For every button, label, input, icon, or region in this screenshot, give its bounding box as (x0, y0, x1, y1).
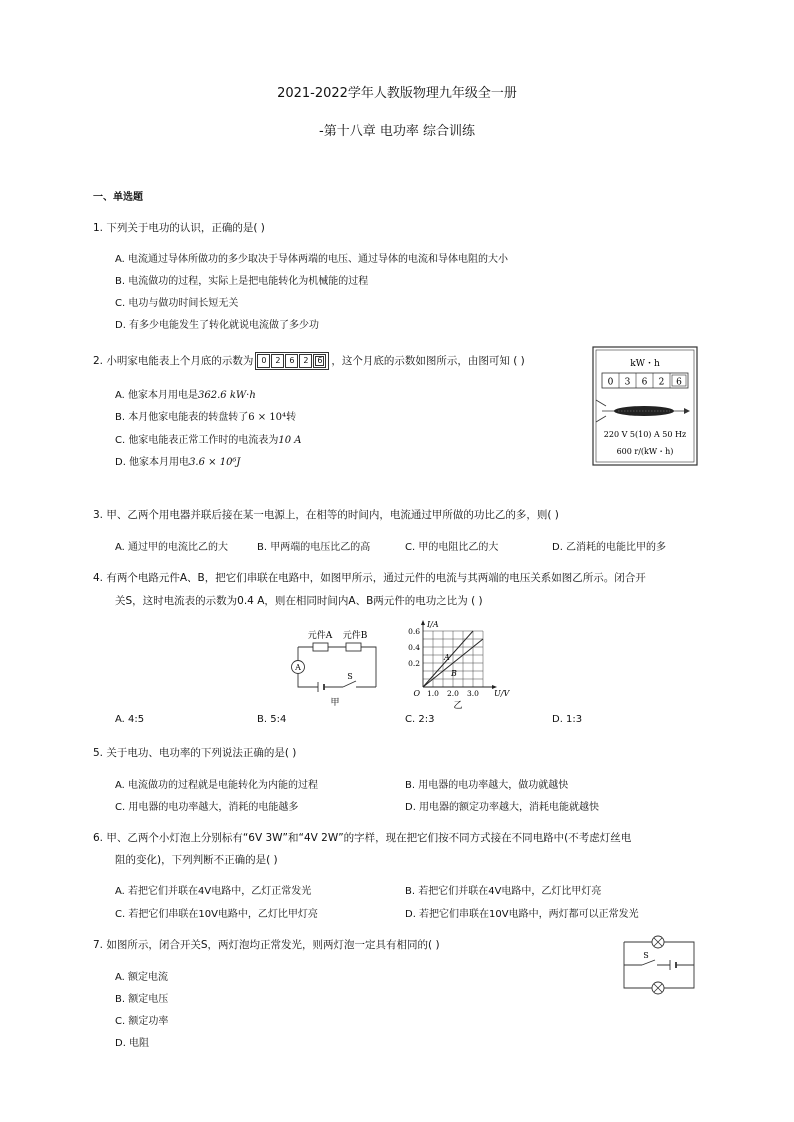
series-circuit-figure (288, 625, 383, 709)
q3-option-a: A. 通过甲的电流比乙的大 (115, 542, 229, 553)
y-axis-label: I/A (427, 620, 439, 629)
x-tick-label: 2.0 (447, 689, 459, 698)
question-3-stem: 3. 甲、乙两个用电器并联后接在某一电源上，在相等的时间内，电流通过甲所做的功比乙的多，则( ) (93, 509, 559, 521)
question-7-stem: 7. 如图所示，闭合开关S，两灯泡均正常发光，则两灯泡一定具有相同的( ) (93, 939, 440, 951)
section-heading: 一、单选题 (93, 192, 143, 203)
q2-option-c (115, 431, 301, 446)
switch-label: S (643, 951, 649, 960)
question-6-stem-line1: 6. 甲、乙两个小灯泡上分别标有“6V 3W”和“4V 2W”的字样，现在把它们按不同方式接在不同电路中(不考虑灯丝电 (93, 832, 632, 844)
meter-spec: 220 V 5(10) A 50 Hz (603, 430, 687, 439)
q1-option-c: C. 电功与做功时间长短无关 (115, 298, 239, 309)
chart-caption: 乙 (453, 701, 463, 711)
lamp-icon (652, 982, 664, 994)
component-a-label: 元件A (307, 631, 333, 641)
meter-digit: 6 (676, 377, 682, 388)
q2-digit: 6 (285, 354, 298, 368)
parallel-lamp-circuit-figure (620, 932, 698, 996)
q7-option-a: A. 额定电流 (115, 972, 169, 983)
q2-digit: 6 (313, 354, 326, 368)
ammeter-label: A (295, 663, 301, 672)
y-tick-label: 0.2 (408, 659, 420, 668)
q2-b-text: B. 本月他家电能表的转盘转了 (115, 412, 249, 423)
q2-digit: 0 (257, 354, 270, 368)
q2-digit: 2 (271, 354, 284, 368)
q2-d-value: 3.6 × 10⁶J (189, 457, 241, 468)
component-b-resistor (346, 643, 361, 651)
y-tick-label: 0.4 (408, 643, 420, 652)
q5-option-b: B. 用电器的电功率越大，做功就越快 (405, 780, 569, 791)
q6-option-b: B. 若把它们并联在4V电路中，乙灯比甲灯亮 (405, 886, 602, 897)
document-title: 2021-2022学年人教版物理九年级全一册 (277, 86, 517, 101)
q4-option-d: D. 1:3 (552, 714, 583, 725)
q2-digit: 2 (299, 354, 312, 368)
component-a-resistor (313, 643, 328, 651)
y-tick-label: 0.6 (408, 627, 420, 636)
meter-rate: 600 r/(kW・h) (616, 447, 674, 456)
meter-digit: 6 (641, 377, 648, 388)
switch-icon (343, 681, 356, 687)
question-6-stem-line2: 阻的变化)，下列判断不正确的是( ) (115, 854, 278, 866)
x-axis-label: U/V (494, 689, 510, 698)
q6-option-c: C. 若把它们串联在10V电路中，乙灯比甲灯亮 (115, 909, 318, 920)
q3-option-b: B. 甲两端的电压比乙的高 (257, 542, 371, 553)
q2-stem-suffix: ，这个月底的示数如图所示，由图可知 ( ) (331, 355, 525, 367)
q1-option-d: D. 有多少电能发生了转化就说电流做了多少功 (115, 320, 320, 331)
line-a-label: A (444, 653, 450, 662)
q2-option-d (115, 453, 240, 468)
q2-a-text: A. 他家本月用电是 (115, 390, 199, 401)
q6-option-d: D. 若把它们串联在10V电路中，两灯都可以正常发光 (405, 909, 639, 920)
meter-digit: 0 (607, 377, 614, 388)
q2-b-suffix: 转 (286, 412, 297, 423)
switch-icon (642, 960, 655, 965)
q1-option-a: A. 电流通过导体所做功的多少取决于导体两端的电压、通过导体的电流和导体电阻的大小 (115, 254, 509, 265)
q7-option-b: B. 额定电压 (115, 994, 169, 1005)
origin-label: O (413, 689, 420, 698)
q2-c-value: 10 A (278, 435, 302, 446)
question-4-stem-line2: 关S，这时电流表的示数为0.4 A，则在相同时间内A、B两元件的电功之比为 ( ) (115, 595, 483, 607)
q2-c-text: C. 他家电能表正常工作时的电流表为 (115, 435, 279, 446)
q4-option-a: A. 4:5 (115, 714, 145, 725)
meter-digit: 3 (624, 377, 631, 388)
q2-b-value: 6 × 10⁴ (248, 412, 287, 423)
iu-graph-figure (403, 618, 513, 714)
q2-option-b (115, 408, 296, 423)
q3-option-c: C. 甲的电阻比乙的大 (405, 542, 499, 553)
q1-option-b: B. 电流做功的过程，实际上是把电能转化为机械能的过程 (115, 276, 369, 287)
q6-option-a: A. 若把它们并联在4V电路中，乙灯正常发光 (115, 886, 312, 897)
question-1-stem: 1. 下列关于电功的认识，正确的是( ) (93, 222, 265, 234)
q2-option-a (115, 386, 256, 401)
q5-option-d: D. 用电器的额定功率越大，消耗电能就越快 (405, 802, 600, 813)
q2-a-value: 362.6 kW·h (198, 390, 256, 401)
switch-label: S (347, 672, 353, 681)
q2-d-text: D. 他家本月用电 (115, 457, 190, 468)
q5-option-c: C. 用电器的电功率越大，消耗的电能越多 (115, 802, 299, 813)
document-subtitle: -第十八章 电功率 综合训练 (319, 124, 475, 139)
meter-unit: kW・h (630, 359, 660, 369)
chart-grid (423, 631, 483, 687)
component-b-label: 元件B (342, 631, 368, 641)
meter-digit: 2 (658, 377, 665, 388)
q7-option-c: C. 额定功率 (115, 1016, 169, 1027)
q3-option-d: D. 乙消耗的电能比甲的多 (552, 542, 667, 553)
q5-option-a: A. 电流做功的过程就是电能转化为内能的过程 (115, 780, 319, 791)
q7-option-d: D. 电阻 (115, 1038, 150, 1049)
q4-option-c: C. 2:3 (405, 714, 435, 725)
electric-meter-figure (592, 346, 698, 466)
x-tick-label: 1.0 (427, 689, 439, 698)
x-tick-label: 3.0 (467, 689, 479, 698)
circuit-caption: 甲 (330, 698, 340, 708)
question-4-stem-line1: 4. 有两个电路元件A、B，把它们串联在电路中，如图甲所示，通过元件的电流与其两端的电压关系如图乙所示。闭合开 (93, 572, 646, 584)
q2-stem-prefix: 2. 小明家电能表上个月底的示数为 (93, 355, 254, 367)
line-b-label: B (451, 669, 457, 678)
q2-digit-boxes (255, 352, 329, 370)
question-2-stem (93, 352, 525, 370)
question-5-stem: 5. 关于电功、电功率的下列说法正确的是( ) (93, 747, 297, 759)
q4-option-b: B. 5:4 (257, 714, 287, 725)
lamp-icon (652, 936, 664, 948)
